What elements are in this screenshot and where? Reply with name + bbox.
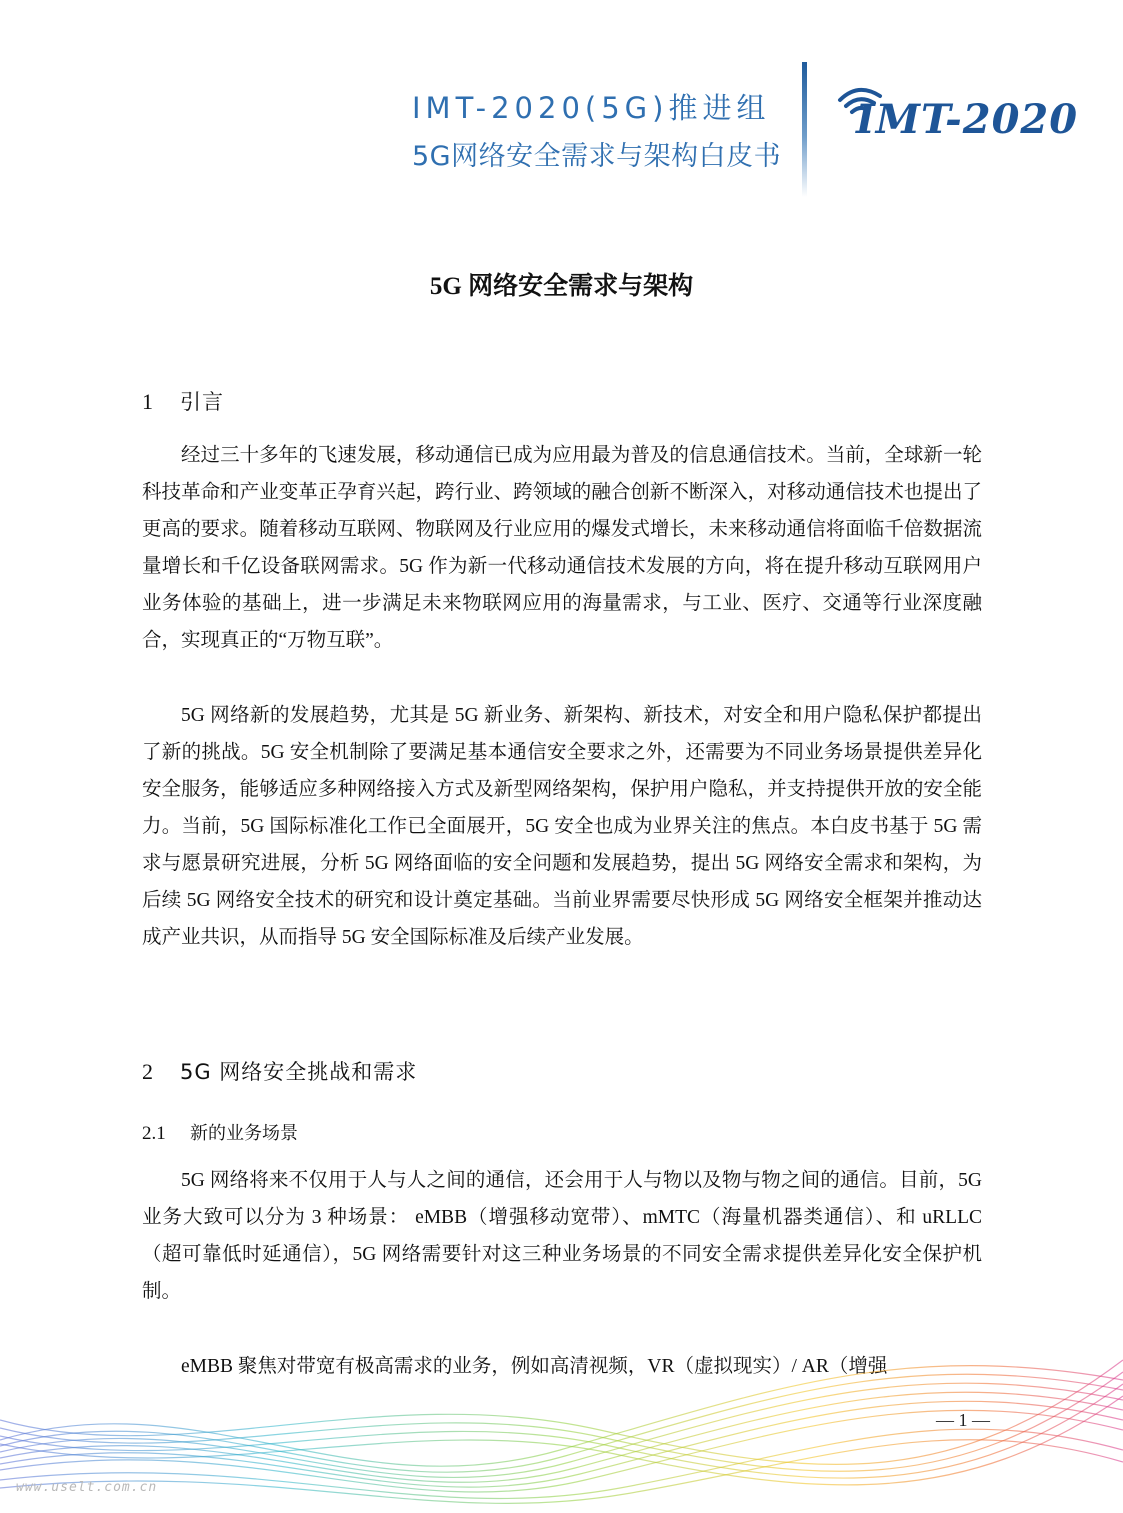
imt2020-logo — [832, 82, 1079, 162]
section-number: 1 — [142, 389, 153, 414]
header-doc-title: 5G网络安全需求与架构白皮书 — [412, 141, 782, 172]
header-org-line: IMT-2020(5G)推进组 — [412, 91, 771, 125]
section-title: 5G 网络安全挑战和需求 — [180, 1060, 418, 1084]
subsection-title: 新的业务场景 — [190, 1123, 298, 1144]
section-heading — [142, 386, 224, 416]
watermark: www.uselt.com.cn — [16, 1480, 158, 1495]
paragraph: 经过三十多年的飞速发展，移动通信已成为应用最为普及的信息通信技术。当前，全球新一轮科技革命和产业变革正孕育兴起，跨行业、跨领域的融合创新不断深入，对移动通信技术也提出了更高的要求。随着移动互联网、物联网及行业应用的爆发式增长，未来移动通信将面临千倍数据流量增长和千亿设备联网需求。5G 作为新一代移动通信技术发展的方向，将在提升移动互联网用户业务体验的基础上，进一步满足未来物联网应用的海量需求，与工业、医疗、交通等行业深度融合，实现真正的“万物互联”。 — [142, 445, 982, 651]
logo-text: IMT-2020 — [856, 96, 1079, 143]
paragraph: eMBB 聚焦对带宽有极高需求的业务，例如高清视频，VR（虚拟现实）/ AR（增强 — [181, 1356, 888, 1377]
subsection-number: 2.1 — [142, 1123, 166, 1144]
paragraph: 5G 网络将来不仅用于人与人之间的通信，还会用于人与物以及物与物之间的通信。目前，5G 业务大致可以分为 3 种场景： eMBB（增强移动宽带）、mMTC（海量机器类通信）、和 uRLLC（超可靠低时延通信），5G 网络需要针对这三种业务场景的不同安全需求提供差异化安全保护机制。 — [142, 1170, 982, 1302]
section-title: 引言 — [180, 390, 224, 414]
page-header — [0, 0, 1123, 210]
page-number: — 1 — — [936, 1410, 990, 1430]
document-title: 5G 网络安全需求与架构 — [429, 273, 694, 300]
paragraph: 5G 网络新的发展趋势，尤其是 5G 新业务、新架构、新技术，对安全和用户隐私保护都提出了新的挑战。5G 安全机制除了要满足基本通信安全要求之外，还需要为不同业务场景提供差异化安全服务，能够适应多种网络接入方式及新型网络架构，保护用户隐私，并支持提供开放的安全能力。当前，5G 国际标准化工作已全面展开，5G 安全也成为业界关注的焦点。本白皮书基于 5G 需求与愿景研究进展，分析 5G 网络面临的安全问题和发展趋势，提出 5G 网络安全需求和架构，为后续 5G 网络安全技术的研究和设计奠定基础。当前业界需要尽快形成 5G 网络安全框架并推动达成产业共识，从而指导 5G 安全国际标准及后续产业发展。 — [142, 705, 982, 948]
subsection-heading — [142, 1119, 298, 1145]
section-heading — [142, 1056, 417, 1086]
header-divider — [802, 62, 807, 197]
section-number: 2 — [142, 1059, 153, 1084]
